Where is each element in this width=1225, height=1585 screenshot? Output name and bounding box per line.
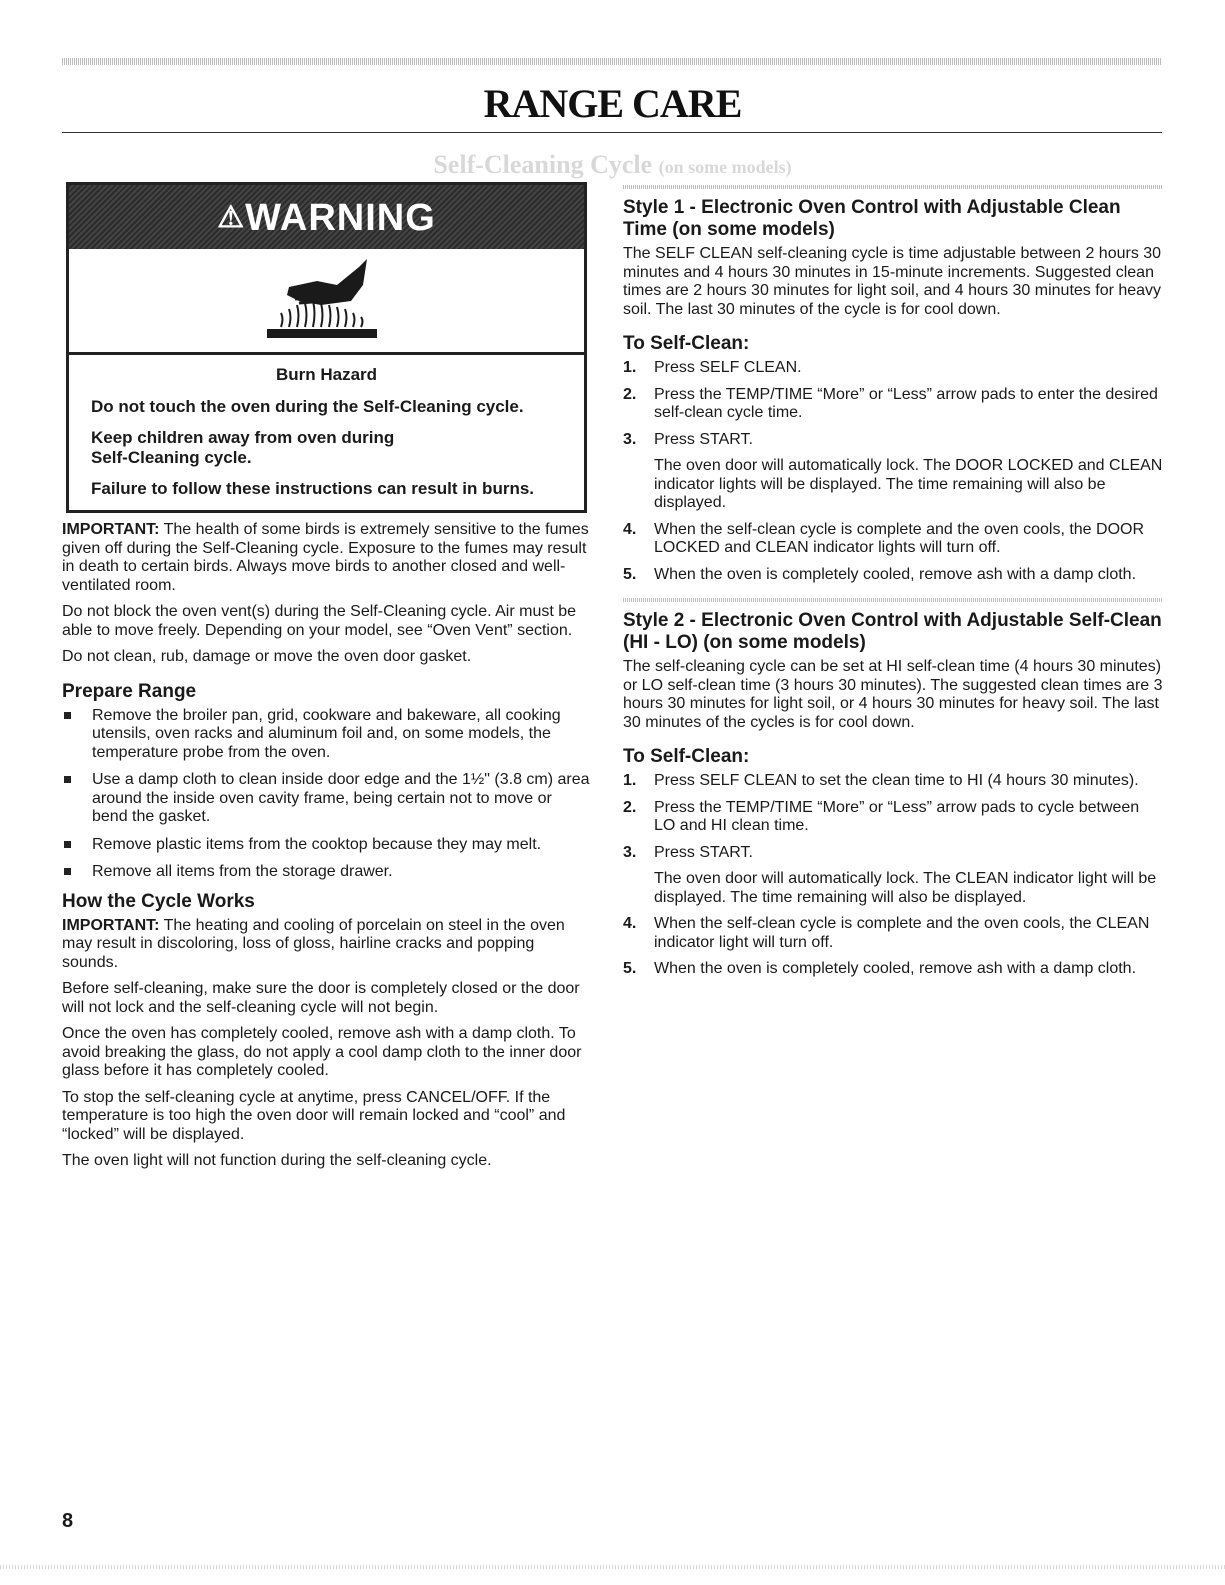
step-text: When the oven is completely cooled, remove ash with a damp cloth. — [654, 565, 1137, 583]
step-item — [623, 386, 1163, 423]
warning-triangle-icon: ⚠ — [217, 201, 246, 234]
list-item: Remove all items from the storage drawer. — [62, 863, 590, 882]
step-number: 3. — [623, 430, 637, 448]
step-text: Press SELF CLEAN to set the clean time to HI (4 hours 30 minutes). — [654, 772, 1139, 789]
door-paragraph: Before self-cleaning, make sure the door is completely closed or the door will not lock and the self-cleaning cycle will not begin. — [62, 980, 580, 1016]
warning-header-text: WARNING — [245, 197, 436, 239]
title-rule — [62, 132, 1162, 133]
gasket-paragraph: Do not clean, rub, damage or move the oven door gasket. — [62, 648, 472, 665]
warning-line: Failure to follow these instructions can result in burns. — [91, 479, 535, 498]
step-item — [623, 431, 1163, 513]
warning-illustration — [69, 249, 584, 355]
style1-heading: Style 1 - Electronic Oven Control with Adjustable Clean Time (on some models) — [623, 197, 1121, 240]
important-label: IMPORTANT: — [62, 521, 160, 538]
step-item — [623, 772, 1163, 791]
cooled-paragraph: Once the oven has completely cooled, remove ash with a damp cloth. To avoid breaking the glass, do not apply a cool damp cloth to the inner door glass before it has completely cooled. — [62, 1025, 582, 1079]
style2-steps — [623, 772, 1163, 979]
warning-line: Keep children away from oven during Self-Cleaning cycle. — [91, 428, 395, 467]
light-paragraph: The oven light will not function during the self-cleaning cycle. — [62, 1152, 492, 1169]
step-number: 2. — [623, 798, 637, 816]
step-item — [623, 799, 1163, 836]
step-number: 5. — [623, 565, 637, 583]
step-item — [623, 359, 1163, 378]
cycle-works-heading: How the Cycle Works — [62, 890, 255, 912]
stop-paragraph: To stop the self-cleaning cycle at anytime, press CANCEL/OFF. If the temperature is too high the oven door will remain locked and “cool” and “locked” will be displayed. — [62, 1088, 566, 1143]
step-text: When the oven is completely cooled, remove ash with a damp cloth. — [654, 960, 1137, 977]
left-column — [62, 182, 590, 1179]
style2-heading: Style 2 - Electronic Oven Control with Adjustable Self-Clean (HI - LO) (on some models) — [623, 610, 1162, 653]
step-text: When the self-clean cycle is complete and the oven cools, the DOOR LOCKED and CLEAN indicator lights will turn off. — [654, 520, 1145, 556]
step-text: Press START. — [654, 843, 753, 861]
style1-subheading: To Self-Clean: — [623, 333, 750, 354]
list-item: Remove plastic items from the cooktop because they may melt. — [62, 836, 590, 855]
style2-subheading: To Self-Clean: — [623, 746, 750, 767]
list-item: Remove the broiler pan, grid, cookware and bakeware, all cooking utensils, oven racks and aluminum foil and, on some models, the temperature probe from the oven. — [62, 707, 590, 763]
vents-paragraph: Do not block the oven vent(s) during the Self-Cleaning cycle. Air must be able to move freely. Depending on your model, see “Oven Vent” section. — [62, 603, 577, 639]
warning-body — [69, 355, 584, 499]
burn-hazard-hand-icon — [259, 255, 389, 345]
prepare-range-heading: Prepare Range — [62, 680, 197, 702]
step-number: 1. — [623, 359, 637, 376]
section-title — [0, 150, 1225, 180]
step-text: Press SELF CLEAN. — [654, 359, 802, 376]
step-item — [623, 915, 1163, 952]
important-text: The health of some birds is extremely sensitive to the fumes given off during the Self-Cleaning cycle. Exposure to the fumes may result in death to certain birds. Always move birds to another closed and well-ventilated room. — [62, 521, 589, 594]
prepare-range-list — [62, 707, 590, 882]
step-number: 3. — [623, 843, 637, 861]
step-item — [623, 566, 1163, 585]
page-title: RANGE CARE — [483, 81, 742, 126]
top-decorative-bar — [62, 58, 1162, 65]
important-porcelain-note — [62, 917, 590, 973]
warning-header — [69, 185, 584, 249]
divider — [623, 598, 1163, 602]
step-detail: The oven door will automatically lock. The DOOR LOCKED and CLEAN indicator lights will be displayed. The time remaining will also be displayed. — [654, 457, 1163, 511]
step-item — [623, 844, 1163, 908]
important-label: IMPORTANT: — [62, 916, 160, 934]
step-number: 1. — [623, 772, 637, 789]
bottom-decorative-bar — [0, 1565, 1225, 1569]
style1-intro: The SELF CLEAN self-cleaning cycle is time adjustable between 2 hours 30 minutes and 4 hours 30 minutes in 15-minute increments. Suggested clean times are 2 hours 30 minutes for light soil, and 4 hours 30 minutes for heavy soil. The last 30 minutes of the cycle is for cool down. — [623, 245, 1162, 318]
warning-box — [66, 182, 587, 513]
warning-line: Do not touch the oven during the Self-Cleaning cycle. — [91, 397, 524, 416]
step-item — [623, 521, 1163, 558]
step-text: When the self-clean cycle is complete and the oven cools, the CLEAN indicator light will turn off. — [654, 915, 1150, 951]
warning-hazard: Burn Hazard — [275, 365, 378, 384]
step-number: 4. — [623, 520, 637, 538]
step-text: Press START. — [654, 430, 753, 448]
style2-intro: The self-cleaning cycle can be set at HI self-clean time (4 hours 30 minutes) or LO self-clean time (3 hours 30 minutes). The suggested clean times are 3 hours 30 minutes for light soil, or 4 hours 30 minutes for heavy soil. The last 30 minutes of the cycles is for cool down. — [623, 658, 1163, 731]
step-number: 5. — [623, 960, 637, 977]
step-number: 2. — [623, 385, 637, 403]
important-text: The heating and cooling of porcelain on steel in the oven may result in discoloring, loss of gloss, hairline cracks and popping sounds. — [62, 916, 565, 971]
important-bird-note — [62, 521, 590, 595]
step-item — [623, 960, 1163, 979]
step-text: Press the TEMP/TIME “More” or “Less” arrow pads to enter the desired self-clean cycle time. — [654, 385, 1158, 421]
right-column — [623, 185, 1163, 987]
page-number: 8 — [62, 1510, 74, 1532]
step-number: 4. — [623, 915, 637, 932]
section-title-text: Self-Cleaning Cycle — [433, 150, 653, 179]
style1-steps — [623, 359, 1163, 584]
step-text: Press the TEMP/TIME “More” or “Less” arrow pads to cycle between LO and HI clean time. — [654, 798, 1140, 834]
step-detail: The oven door will automatically lock. The CLEAN indicator light will be displayed. The time remaining will also be displayed. — [654, 870, 1157, 906]
section-title-note: (on some models) — [658, 157, 792, 177]
list-item: Use a damp cloth to clean inside door edge and the 1½" (3.8 cm) area around the inside oven cavity frame, being certain not to move or bend the gasket. — [62, 771, 590, 827]
divider — [623, 185, 1163, 189]
